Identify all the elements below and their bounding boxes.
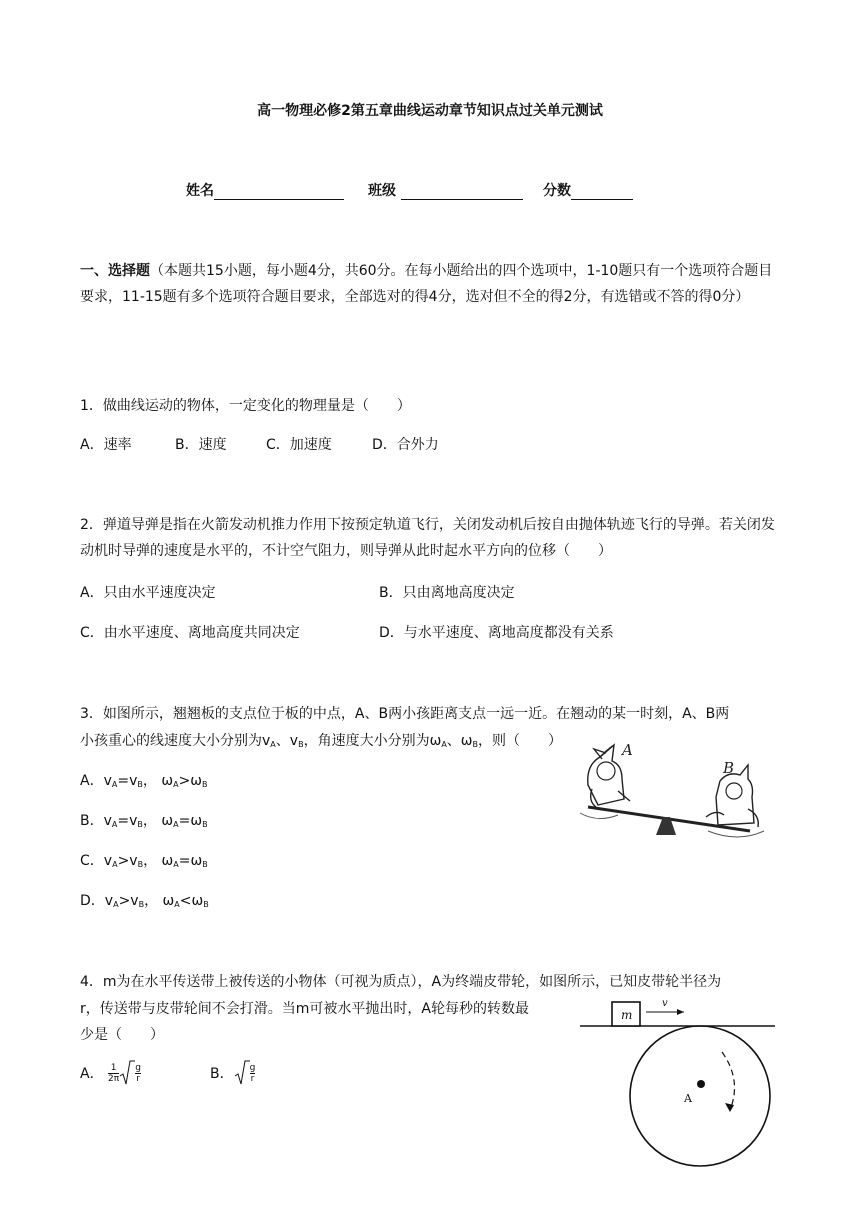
q1-option-a[interactable]: A．速率 — [80, 437, 132, 453]
q4-stem-line3: 少是（ ） — [80, 1027, 164, 1043]
q1-option-d[interactable]: D．合外力 — [372, 437, 439, 453]
class-blank[interactable] — [401, 184, 523, 200]
class-label: 班级 — [368, 183, 396, 199]
q2-stem: 2．弹道导弹是指在火箭发动机推力作用下按预定轨道飞行，关闭发动机后按自由抛体轨迹飞行的导弹。若关闭发动机时导弹的速度是水平的，不计空气阻力，则导弹从此时起水平方向的位移（ ） — [80, 517, 775, 559]
q3-option-a[interactable]: A．$v_A=v_B$， $\omega_A>\omega_B$ — [80, 773, 208, 789]
sqrt-icon — [119, 1060, 135, 1086]
score-field[interactable] — [543, 180, 633, 200]
q4-option-b[interactable]: B． $\frac{g}{r}$ — [210, 1060, 255, 1086]
section-heading: 一、选择题 — [80, 263, 150, 279]
q3-option-d[interactable]: D．$v_A>v_B$， $\omega_A<\omega_B$ — [80, 893, 209, 909]
fraction-g-over-r: $\frac{g}{r}$ — [135, 1062, 141, 1084]
q3-option-b[interactable]: B．$v_A=v_B$， $\omega_A=\omega_B$ — [80, 813, 208, 829]
arrow-head-icon — [677, 1009, 684, 1015]
q1-stem: 1．做曲线运动的物体，一定变化的物理量是（ ） — [80, 398, 411, 414]
q3-option-c[interactable]: C．$v_A>v_B$， $\omega_A=\omega_B$ — [80, 853, 208, 869]
q2-option-c[interactable]: C．由水平速度、离地高度共同决定 — [80, 625, 300, 641]
pulley-wheel — [630, 1026, 770, 1166]
q2-option-b[interactable]: B．只由离地高度决定 — [379, 585, 515, 601]
velocity-label: v — [662, 998, 668, 1009]
seesaw-figure — [578, 735, 768, 845]
name-blank[interactable] — [214, 184, 344, 200]
section-instructions — [80, 258, 780, 310]
pulley-center — [697, 1080, 705, 1088]
score-blank[interactable] — [571, 184, 633, 200]
q3-stem-line2: 小孩重心的线速度大小分别为$v_A$、$v_B$，角速度大小分别为$\omega_A$、$\omega_B$，则（ ） — [80, 733, 563, 749]
q2-option-d[interactable]: D．与水平速度、离地高度都没有关系 — [379, 625, 614, 641]
name-field[interactable] — [186, 180, 344, 200]
rotation-arrow — [722, 1052, 735, 1110]
q4-option-a[interactable]: A． $\frac{1}{2\pi}$ $\frac{g}{r}$ — [80, 1060, 141, 1086]
q2-option-a[interactable]: A．只由水平速度决定 — [80, 585, 216, 601]
q1-option-b[interactable]: B．速度 — [175, 437, 227, 453]
q4-stem-line2: r，传送带与皮带轮间不会打滑。当m可被水平抛出时，A轮每秒的转数最 — [80, 1001, 529, 1017]
name-label: 姓名 — [186, 183, 214, 199]
mass-label: m — [621, 1008, 633, 1022]
pulley-label: A — [684, 1092, 692, 1105]
score-label: 分数 — [543, 183, 571, 199]
sqrt-icon — [234, 1060, 250, 1086]
figure-label-b: B — [723, 759, 735, 777]
q3-stem-line1: 3．如图所示，翘翘板的支点位于板的中点，A、B两小孩距离支点一远一近。在翘动的某一时刻，A、B两 — [80, 706, 730, 722]
page-title: 高一物理必修2第五章曲线运动章节知识点过关单元测试 — [257, 103, 603, 119]
section-note: （本题共15小题，每小题4分，共60分。在每小题给出的四个选项中，1-10题只有一个选项符合题目要求，11-15题有多个选项符合题目要求，全部选对的得4分，选对但不全的得2分，有选错或不答的得0分） — [80, 263, 773, 305]
class-field[interactable] — [368, 180, 523, 200]
pulley-figure — [580, 990, 780, 1170]
fraction-g-over-r: $\frac{g}{r}$ — [249, 1062, 256, 1084]
rotation-arrow-head-icon — [725, 1103, 734, 1112]
fraction-one-over-two-pi: $\frac{1}{2\pi}$ — [108, 1062, 120, 1084]
figure-label-a: A — [622, 741, 633, 759]
q1-option-c[interactable]: C．加速度 — [266, 437, 332, 453]
q4-stem-line1: 4．m为在水平传送带上被传送的小物体（可视为质点），A为终端皮带轮，如图所示，已知皮带轮半径为 — [80, 974, 722, 990]
